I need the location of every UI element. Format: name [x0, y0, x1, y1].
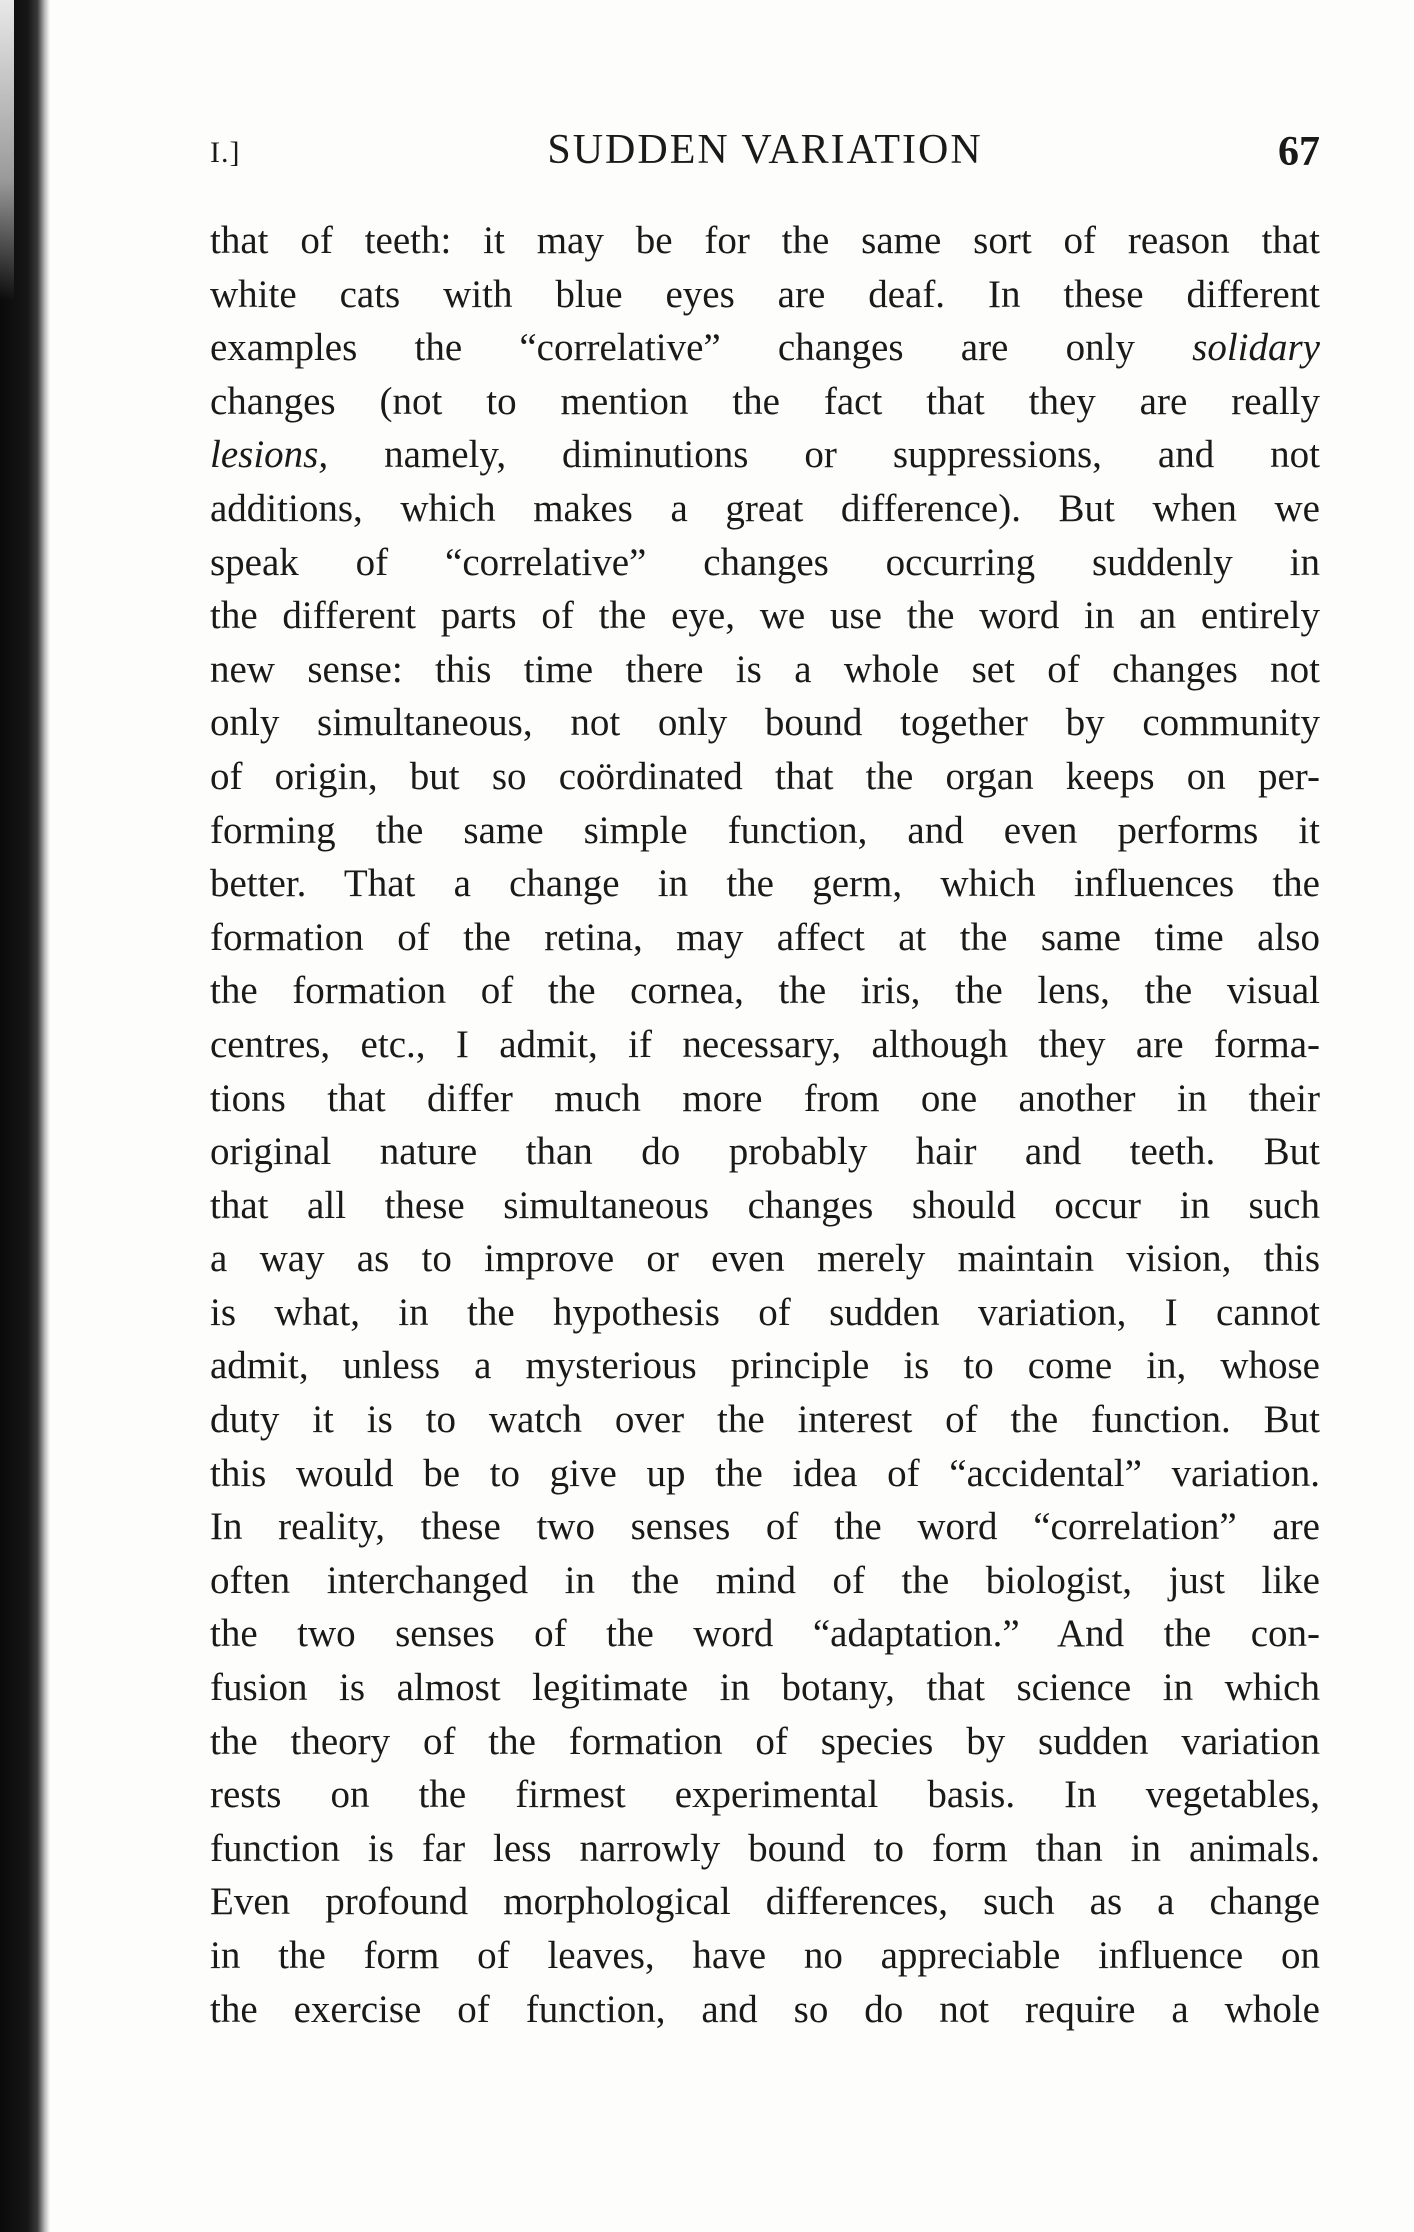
line-text: changes (not to mention the fact that they are really [210, 379, 1320, 423]
binding-edge [0, 0, 50, 2232]
text-line [210, 643, 1320, 697]
text-line [210, 1072, 1320, 1126]
text-line [210, 1286, 1320, 1340]
line-text: the two senses of the word “adaptation.” And the con- [210, 1612, 1320, 1656]
line-text: often interchanged in the mind of the biologist, just like [210, 1558, 1320, 1602]
text-line [210, 1232, 1320, 1286]
line-text: is what, in the hypothesis of sudden variation, I cannot [210, 1290, 1320, 1334]
line-text: additions, which makes a great difference). But when we [210, 486, 1320, 530]
line-text: the different parts of the eye, we use the word in an entirely [210, 594, 1320, 638]
line-text: examples the “correlative” changes are only [210, 326, 1193, 370]
line-text: fusion is almost legitimate in botany, that science in which [210, 1666, 1320, 1710]
chapter-marker: I.] [210, 136, 241, 169]
line-text: formation of the retina, may affect at the same time also [210, 915, 1320, 959]
text-line [210, 1125, 1320, 1179]
line-text: that of teeth: it may be for the same sort of reason that [210, 219, 1320, 262]
text-line [210, 536, 1320, 590]
text-line [210, 1929, 1320, 1983]
line-text: admit, unless a mysterious principle is to come in, whose [210, 1344, 1320, 1388]
line-text: centres, etc., I admit, if necessary, although they are forma- [210, 1022, 1320, 1066]
text-line [210, 750, 1320, 804]
line-text: original nature than do probably hair and teeth. But [210, 1130, 1320, 1174]
italic-text: solidary [1192, 326, 1320, 370]
text-line [210, 1768, 1320, 1822]
line-text: new sense: this time there is a whole set of changes not [210, 647, 1320, 691]
line-text: the theory of the formation of species by sudden variation [210, 1719, 1320, 1763]
line-text: the formation of the cornea, the iris, the lens, the visual [210, 969, 1320, 1013]
line-text: namely, diminutions or suppressions, and not [328, 433, 1320, 477]
text-line [210, 1875, 1320, 1929]
line-text: duty it is to watch over the interest of the function. But [210, 1398, 1320, 1442]
line-text: only simultaneous, not only bound together by community [210, 701, 1320, 745]
line-text: function is far less narrowly bound to form than in animals. [210, 1826, 1320, 1870]
line-text: that all these simultaneous changes should occur in such [210, 1183, 1320, 1227]
text-line [210, 1393, 1320, 1447]
text-line [210, 1554, 1320, 1608]
text-line [210, 321, 1320, 375]
text-line [210, 589, 1320, 643]
line-text: better. That a change in the germ, which influences the [210, 862, 1320, 906]
line-text: forming the same simple function, and even performs it [210, 808, 1320, 852]
text-line [210, 857, 1320, 911]
line-text: Even profound morphological differences, such as a change [210, 1880, 1320, 1924]
line-text: white cats with blue eyes are deaf. In these different [210, 272, 1320, 316]
line-text: this would be to give up the idea of “accidental” variation. [210, 1451, 1320, 1495]
text-line [210, 375, 1320, 429]
line-text: of origin, but so coördinated that the organ keeps on per- [210, 754, 1320, 798]
line-text: in the form of leaves, have no appreciable influence on [210, 1934, 1320, 1977]
text-line [210, 1339, 1320, 1393]
text-line [210, 428, 1320, 482]
text-line [210, 1715, 1320, 1769]
body-text [210, 214, 1320, 2036]
text-line [210, 911, 1320, 965]
text-line [210, 1018, 1320, 1072]
text-line [210, 1607, 1320, 1661]
text-line [210, 1822, 1320, 1876]
line-text: the exercise of function, and so do not require a whole [210, 1987, 1320, 2031]
text-line [210, 268, 1320, 322]
line-text: tions that differ much more from one another in their [210, 1076, 1320, 1120]
text-line [210, 804, 1320, 858]
line-text: rests on the firmest experimental basis. In vegetables, [210, 1773, 1320, 1817]
line-text: a way as to improve or even merely maintain vision, this [210, 1237, 1320, 1281]
page-number: 67 [1278, 129, 1320, 175]
running-title: SUDDEN VARIATION [547, 127, 983, 173]
text-line [210, 696, 1320, 750]
text-line [210, 1179, 1320, 1233]
text-line [210, 482, 1320, 536]
italic-text: lesions, [210, 433, 329, 477]
line-text: speak of “correlative” changes occurring suddenly in [210, 540, 1320, 584]
text-line [210, 1500, 1320, 1554]
text-line [210, 964, 1320, 1018]
text-line [210, 1661, 1320, 1715]
line-text: In reality, these two senses of the word “correlation” are [210, 1505, 1320, 1549]
text-line [210, 1447, 1320, 1501]
running-header [210, 126, 1320, 186]
binding-edge-highlight [0, 0, 14, 300]
text-line [210, 214, 1320, 268]
text-line [210, 1983, 1320, 2037]
